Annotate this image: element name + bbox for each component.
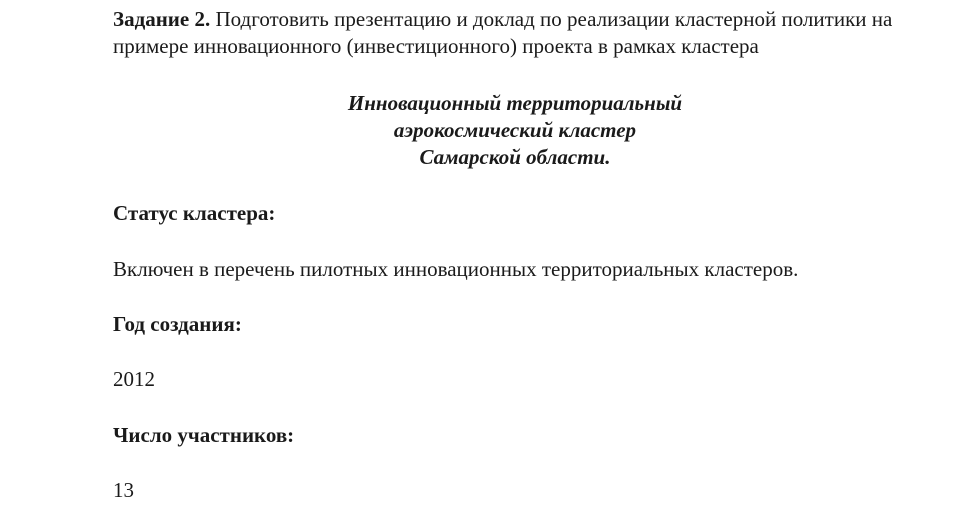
task-text: Подготовить презентацию и доклад по реализации кластерной политики на примере инновационного (инвестиционного) проекта в рамках кластера [113,7,893,58]
cluster-title-line-1: Инновационный территориальный [347,91,683,115]
status-label: Статус кластера: [113,201,276,225]
year-value: 2012 [113,367,155,391]
cluster-title [113,90,917,171]
participants-label: Число участников: [113,423,295,447]
task-paragraph [113,6,913,60]
cluster-title-line-2: аэрокосмический кластер [393,118,637,142]
cluster-title-line-3: Самарской области. [419,145,611,169]
task-heading: Задание 2. [113,7,211,31]
status-value: Включен в перечень пилотных инновационных территориальных кластеров. [113,257,799,281]
year-label: Год создания: [113,312,242,336]
participants-value: 13 [113,478,134,502]
